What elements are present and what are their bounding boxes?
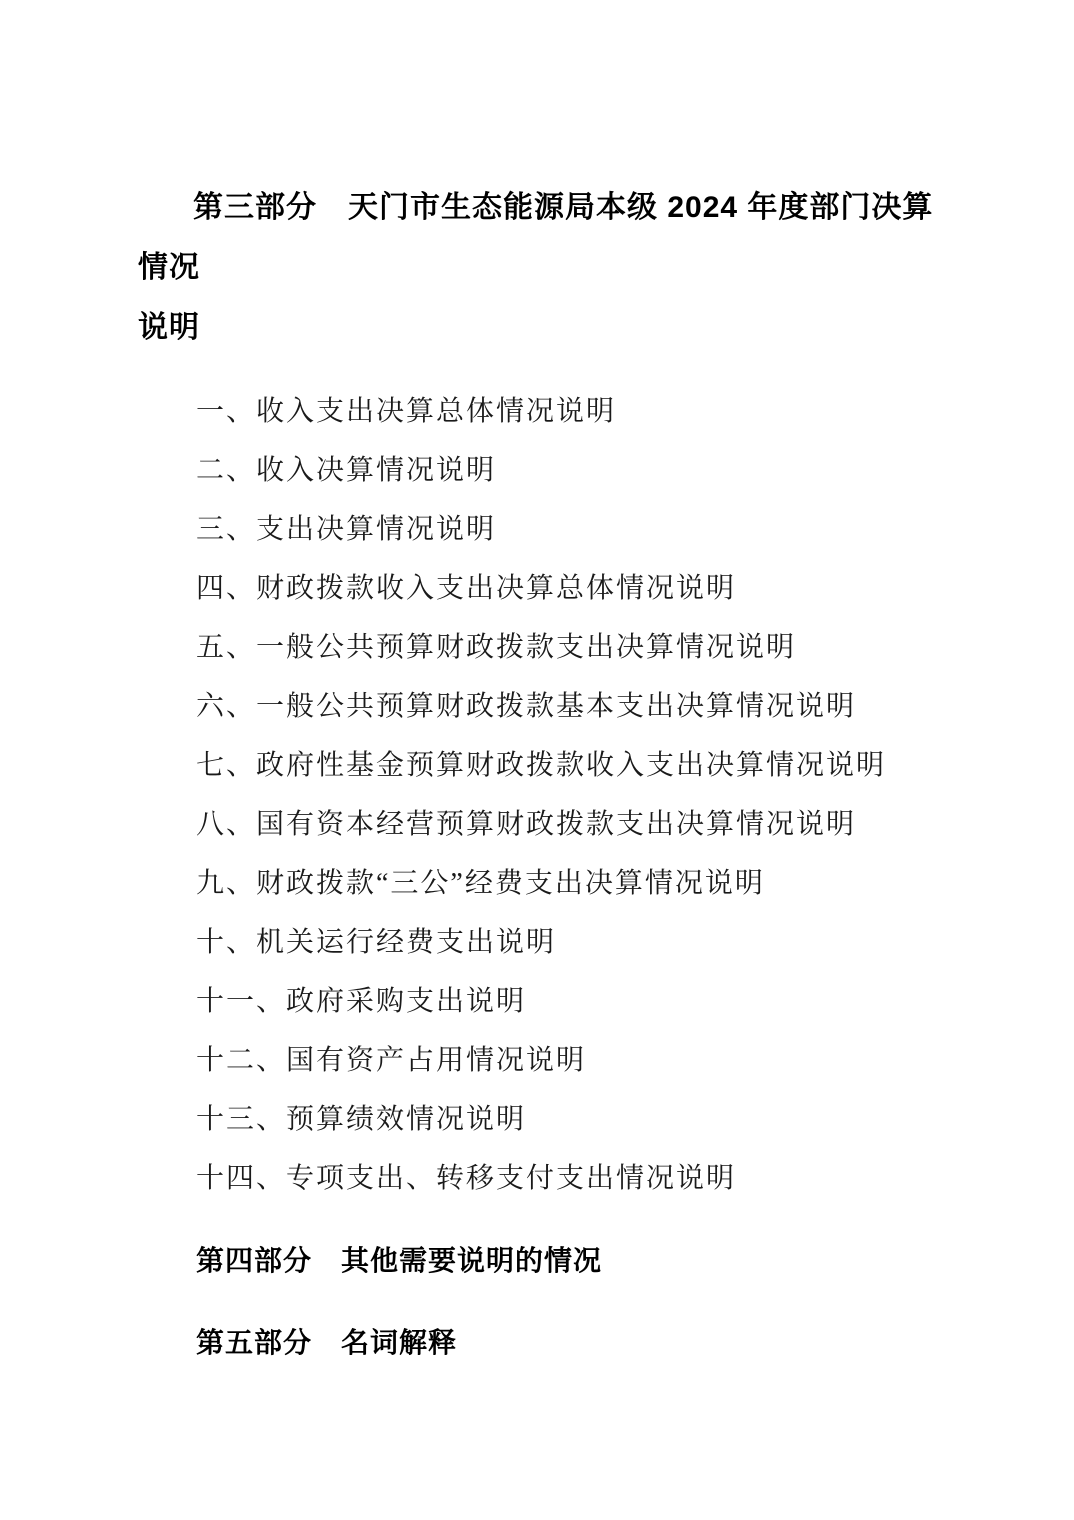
toc-item-8: 八、国有资本经营预算财政拨款支出决算情况说明	[196, 809, 857, 840]
section-heading-part5: 第五部分 名词解释	[196, 1327, 458, 1358]
toc-item-11: 十一、政府采购支出说明	[196, 986, 527, 1017]
toc-item-13: 十三、预算绩效情况说明	[196, 1104, 527, 1135]
toc-item-12: 十二、国有资产占用情况说明	[196, 1045, 587, 1076]
toc-item-9: 九、财政拨款“三公”经费支出决算情况说明	[196, 868, 765, 899]
toc-item-3: 三、支出决算情况说明	[196, 514, 497, 545]
title-line-2: 说明	[138, 311, 200, 344]
toc-list	[138, 382, 940, 1208]
toc-item-1: 一、收入支出决算总体情况说明	[196, 396, 617, 427]
toc-item-5: 五、一般公共预算财政拨款支出决算情况说明	[196, 632, 797, 663]
toc-item-10: 十、机关运行经费支出说明	[196, 927, 557, 958]
toc-item-7: 七、政府性基金预算财政拨款收入支出决算情况说明	[196, 750, 887, 781]
section-heading-part4: 第四部分 其他需要说明的情况	[196, 1245, 603, 1276]
toc-item-2: 二、收入决算情况说明	[196, 455, 497, 486]
title-line-1: 第三部分 天门市生态能源局本级 2024 年度部门决算情况	[138, 191, 934, 284]
toc-item-6: 六、一般公共预算财政拨款基本支出决算情况说明	[196, 691, 857, 722]
toc-item-4: 四、财政拨款收入支出决算总体情况说明	[196, 573, 737, 604]
document-title	[138, 178, 940, 358]
toc-item-14: 十四、专项支出、转移支付支出情况说明	[196, 1163, 737, 1194]
